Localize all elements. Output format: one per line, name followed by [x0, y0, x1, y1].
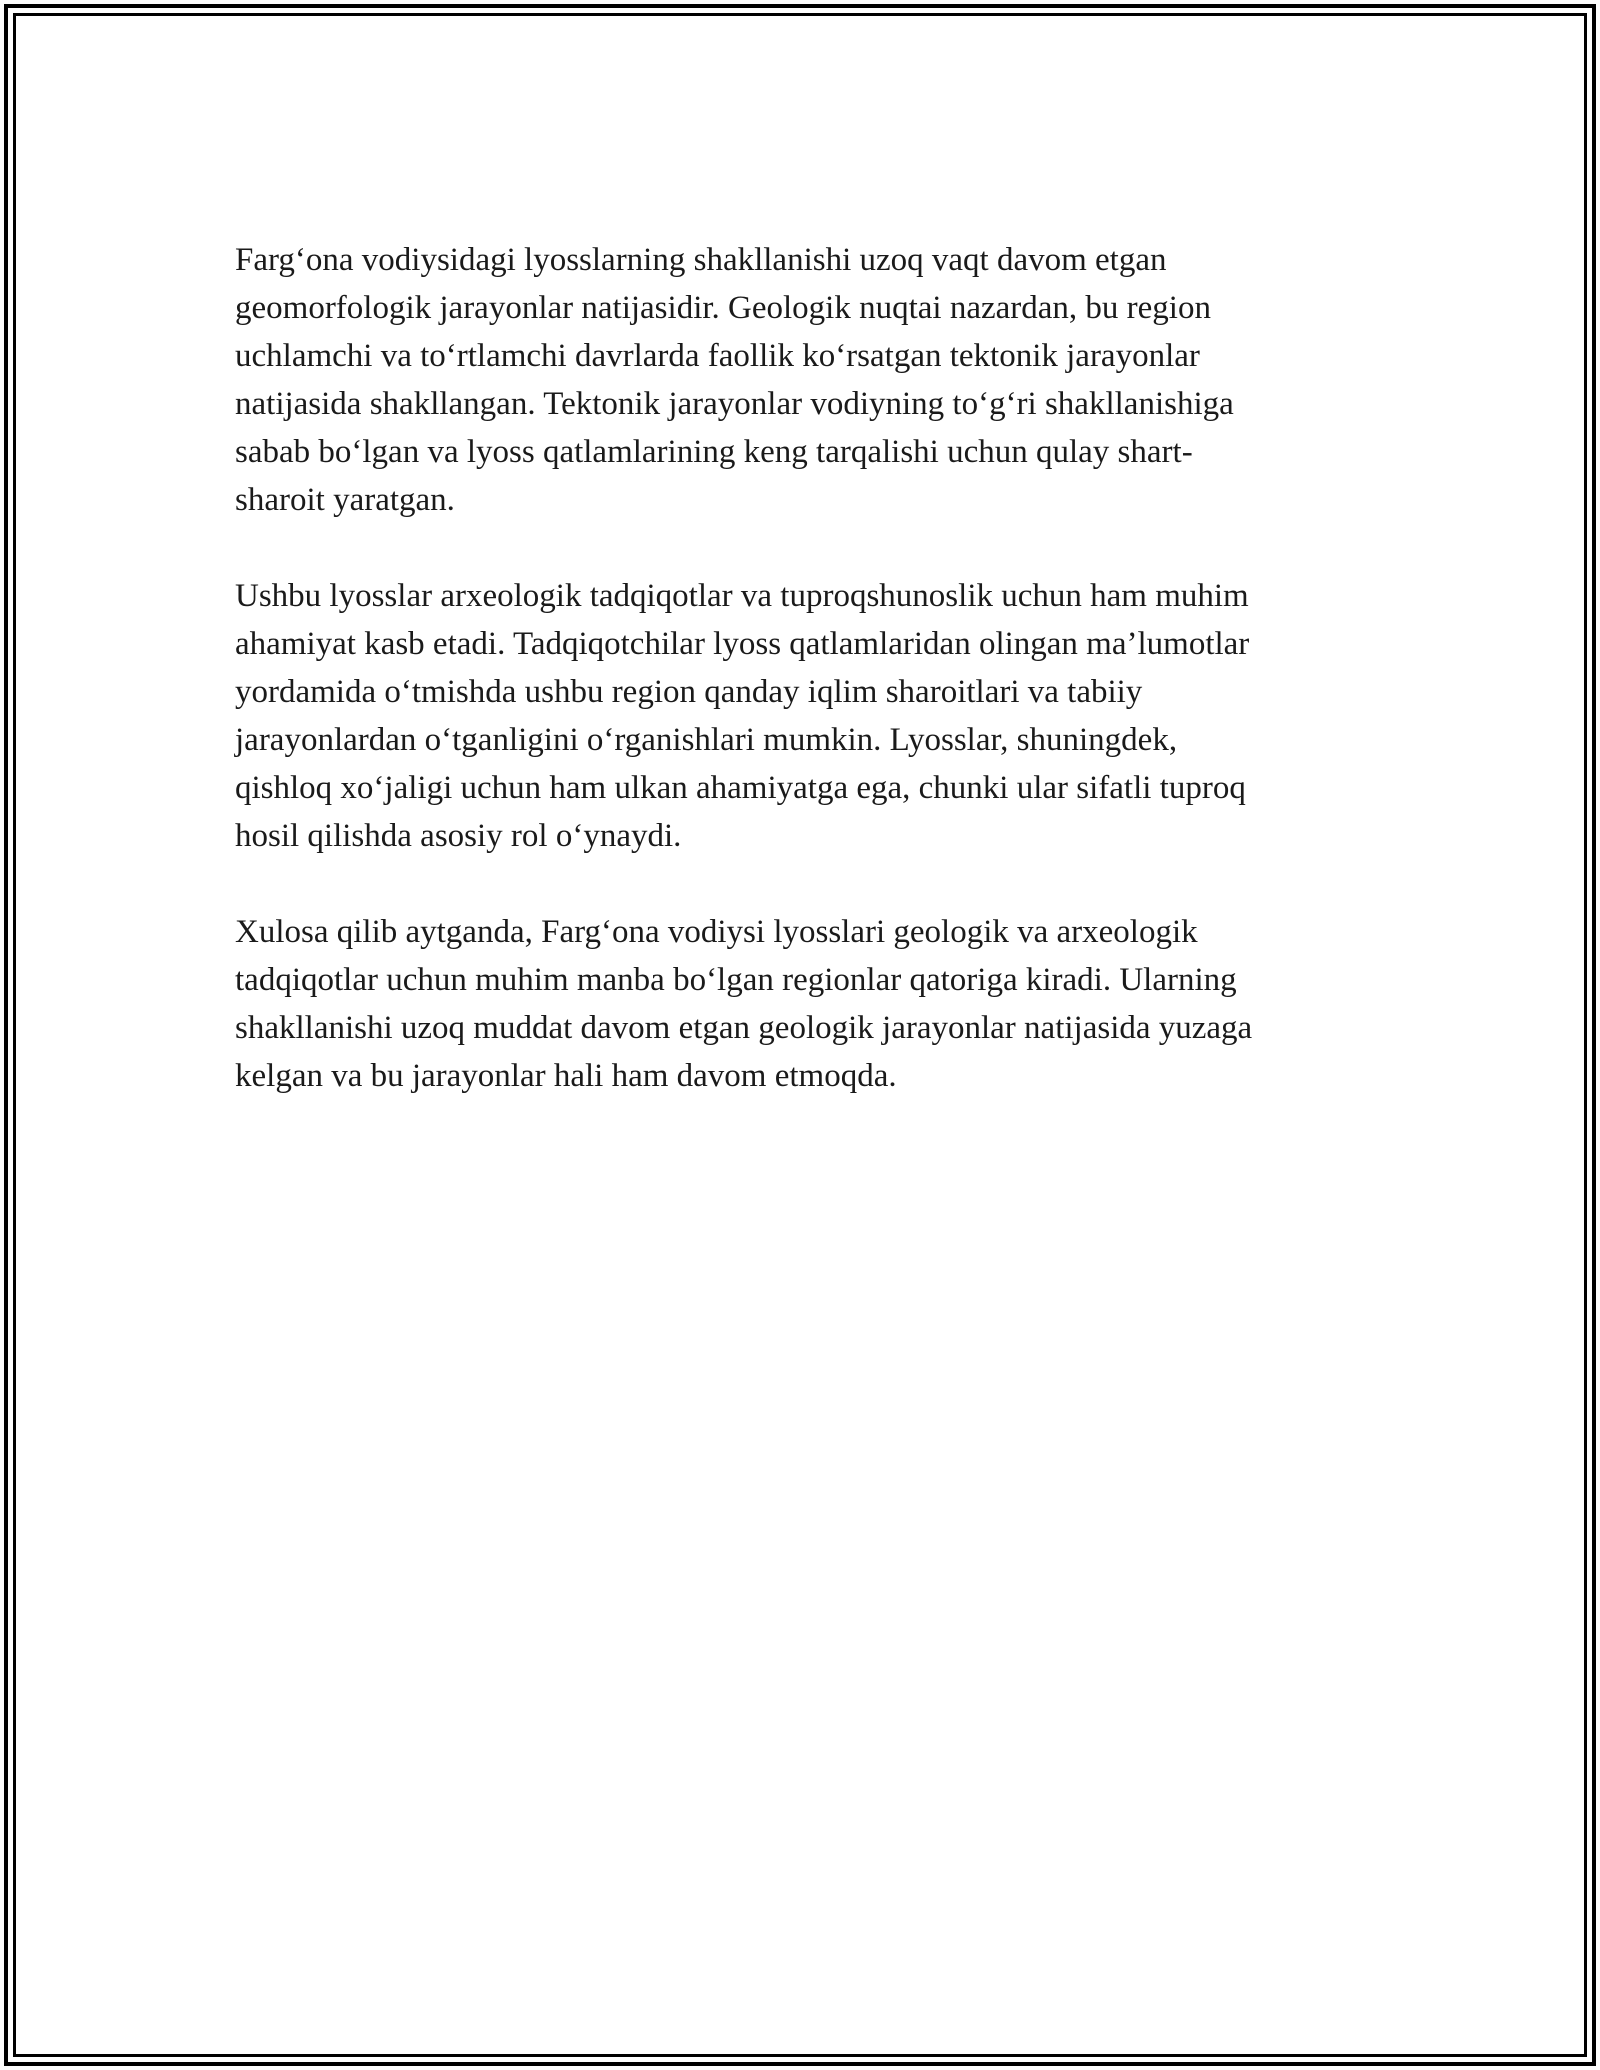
paragraph-loess-significance: Ushbu lyosslar arxeologik tadqiqotlar va tuproqshunoslik uchun ham muhim ahamiyat kasb etadi. Tadqiqotchilar lyoss qatlamlaridan olingan ma’lumotlar yordamida o‘tmishda ushbu region qanday iqlim sharoitlari va tabiiy jarayonlardan o‘tganligini o‘rganishlari mumkin. Lyosslar, shuningdek, qishloq xo‘jaligi uchun ham ulkan ahamiyatga ega, chunki ular sifatli tuproq hosil qilishda asosiy rol o‘ynaydi. — [235, 578, 1250, 854]
document-body — [235, 236, 1375, 1148]
paragraph-conclusion: Xulosa qilib aytganda, Farg‘ona vodiysi lyosslari geologik va arxeologik tadqiqotlar uchun muhim manba bo‘lgan regionlar qatoriga kiradi. Ularning shakllanishi uzoq muddat davom etgan geologik jarayonlar natijasida yuzaga kelgan va bu jarayonlar hali ham davom etmoqda. — [235, 914, 1253, 1094]
paragraph-loess-formation: Farg‘ona vodiysidagi lyosslarning shakllanishi uzoq vaqt davom etgan geomorfologik jarayonlar natijasidir. Geologik nuqtai nazardan, bu region uchlamchi va to‘rtlamchi davrlarda faollik ko‘rsatgan tektonik jarayonlar natijasida shakllangan. Tektonik jarayonlar vodiyning to‘g‘ri shakllanishiga sabab bo‘lgan va lyoss qatlamlarining keng tarqalishi uchun qulay shart- sharoit yaratgan. — [235, 242, 1234, 518]
